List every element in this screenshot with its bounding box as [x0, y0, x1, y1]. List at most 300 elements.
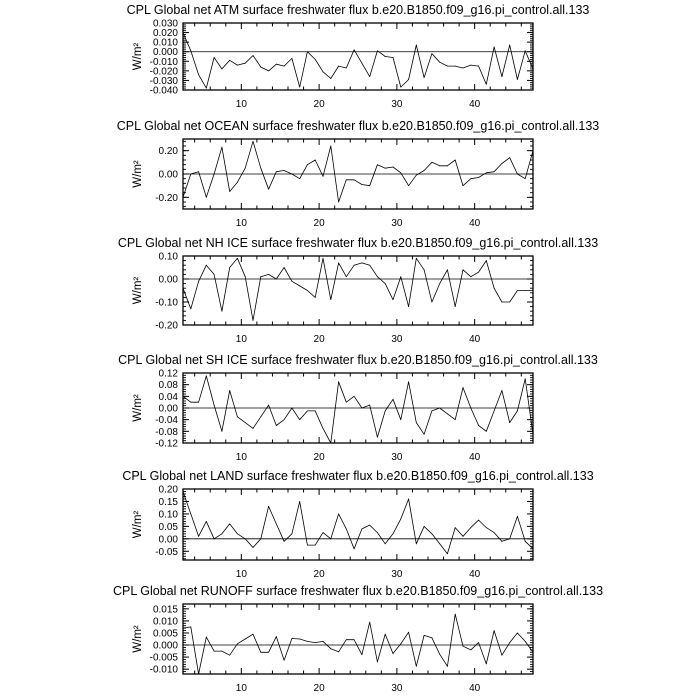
y-tick-label: 0.08	[158, 380, 178, 392]
data-point	[346, 639, 347, 640]
data-point	[198, 171, 199, 172]
chart-title: CPL Global net NH ICE surface freshwater flux b.e20.B1850.f09_g16.pi_control.all.133	[117, 236, 599, 250]
data-point	[237, 643, 238, 644]
data-point	[206, 197, 207, 198]
data-point	[369, 405, 370, 406]
y-tick-label: 0.005	[152, 628, 178, 640]
data-point	[486, 527, 487, 528]
data-point	[377, 662, 378, 663]
data-point	[439, 165, 440, 166]
data-point	[260, 652, 261, 653]
data-point	[369, 622, 370, 623]
data-point	[486, 663, 487, 664]
data-point	[525, 641, 526, 642]
y-axis-label: W/m²	[132, 394, 144, 422]
data-point	[408, 185, 409, 186]
data-point	[253, 547, 254, 548]
data-point	[455, 160, 456, 161]
data-point	[354, 179, 355, 180]
data-point	[416, 45, 417, 46]
data-point	[284, 66, 285, 67]
y-tick-label: 0.030	[152, 18, 178, 30]
data-point	[361, 263, 362, 264]
data-point	[183, 197, 184, 198]
data-point	[346, 68, 347, 69]
data-point	[486, 431, 487, 432]
data-point	[245, 538, 246, 539]
data-point	[229, 655, 230, 656]
data-point	[501, 655, 502, 656]
y-tick-label: 0.20	[158, 484, 178, 496]
data-point	[291, 174, 292, 175]
data-point	[416, 258, 417, 259]
x-tick-label: 20	[313, 334, 325, 345]
data-point	[377, 276, 378, 277]
panel-6	[113, 584, 603, 694]
data-point	[338, 202, 339, 203]
y-tick-label: 0.00	[158, 403, 178, 415]
data-point	[330, 146, 331, 147]
data-point	[400, 518, 401, 519]
data-point	[338, 263, 339, 264]
data-point	[206, 521, 207, 522]
y-tick-label: 0.15	[158, 496, 178, 508]
data-point	[393, 533, 394, 534]
data-point	[361, 408, 362, 409]
data-point	[463, 185, 464, 186]
data-point	[494, 47, 495, 48]
data-point	[291, 408, 292, 409]
y-tick-label: 0.010	[152, 616, 178, 628]
data-point	[284, 267, 285, 268]
data-point	[237, 533, 238, 534]
data-point	[299, 87, 300, 88]
data-point	[501, 390, 502, 391]
data-point	[416, 666, 417, 667]
data-point	[284, 170, 285, 171]
x-tick-label: 30	[391, 683, 403, 694]
data-point	[245, 422, 246, 423]
data-point	[369, 76, 370, 77]
data-point	[260, 276, 261, 277]
data-point	[424, 269, 425, 270]
data-point	[214, 651, 215, 652]
data-point	[447, 66, 448, 67]
data-point	[307, 290, 308, 291]
data-point	[439, 654, 440, 655]
data-point	[260, 538, 261, 539]
chart-title: CPL Global net OCEAN surface freshwater flux b.e20.B1850.f09_g16.pi_control.all.133	[116, 119, 600, 133]
data-point	[214, 274, 215, 275]
data-point	[268, 652, 269, 653]
data-point	[315, 160, 316, 161]
data-point	[408, 306, 409, 307]
y-tick-label: -0.08	[155, 426, 178, 438]
data-point	[431, 533, 432, 534]
y-tick-label: -0.20	[155, 320, 178, 332]
data-point	[431, 162, 432, 163]
data-point	[478, 272, 479, 273]
data-point	[478, 66, 479, 67]
data-point	[245, 63, 246, 64]
y-tick-label: 0.00	[158, 274, 178, 286]
data-point	[424, 77, 425, 78]
data-point	[424, 170, 425, 171]
data-point	[291, 58, 292, 59]
data-point	[190, 402, 191, 403]
x-tick-label: 10	[235, 452, 247, 463]
x-tick-label: 30	[391, 452, 403, 463]
data-point	[330, 299, 331, 300]
data-point	[517, 516, 518, 517]
data-series-line	[183, 376, 533, 443]
data-point	[221, 533, 222, 534]
x-tick-label: 20	[313, 569, 325, 580]
data-point	[533, 150, 534, 151]
data-point	[431, 411, 432, 412]
data-point	[330, 443, 331, 444]
data-point	[517, 79, 518, 80]
data-point	[245, 168, 246, 169]
data-point	[338, 514, 339, 515]
data-point	[494, 532, 495, 533]
y-tick-label: 0.20	[158, 146, 178, 158]
data-point	[377, 532, 378, 533]
data-point	[369, 265, 370, 266]
data-point	[253, 320, 254, 321]
data-point	[198, 281, 199, 282]
data-point	[354, 639, 355, 640]
data-point	[385, 283, 386, 284]
data-series-line	[183, 258, 533, 320]
x-tick-label: 10	[235, 683, 247, 694]
data-point	[455, 614, 456, 615]
data-point	[229, 523, 230, 524]
data-point	[463, 387, 464, 388]
data-point	[183, 288, 184, 289]
data-point	[346, 276, 347, 277]
data-point	[377, 50, 378, 51]
x-tick-label: 20	[313, 218, 325, 229]
data-point	[206, 88, 207, 89]
data-point	[354, 49, 355, 50]
y-tick-label: -0.05	[155, 546, 178, 558]
data-point	[237, 416, 238, 417]
data-point	[221, 311, 222, 312]
data-point	[221, 147, 222, 148]
data-point	[307, 51, 308, 52]
data-point	[268, 70, 269, 71]
plot-frame	[183, 256, 533, 325]
data-point	[229, 191, 230, 192]
data-point	[393, 653, 394, 654]
data-point	[330, 648, 331, 649]
data-point	[307, 545, 308, 546]
y-tick-label: -0.12	[155, 438, 178, 450]
y-tick-label: 0.10	[158, 251, 178, 263]
data-point	[284, 660, 285, 661]
data-point	[253, 428, 254, 429]
data-point	[183, 491, 184, 492]
y-tick-label: 0.04	[158, 391, 178, 403]
data-point	[198, 74, 199, 75]
data-point	[206, 265, 207, 266]
data-point	[315, 642, 316, 643]
data-point	[245, 639, 246, 640]
data-point	[206, 376, 207, 377]
data-point	[268, 189, 269, 190]
data-point	[323, 641, 324, 642]
x-tick-label: 40	[469, 452, 481, 463]
data-point	[408, 79, 409, 80]
data-point	[315, 545, 316, 546]
data-point	[206, 637, 207, 638]
data-point	[517, 174, 518, 175]
data-point	[268, 405, 269, 406]
data-point	[494, 288, 495, 289]
data-series-line	[183, 614, 533, 674]
x-tick-label: 30	[391, 99, 403, 110]
data-point	[315, 411, 316, 412]
data-point	[237, 258, 238, 259]
y-tick-label: 0.020	[152, 28, 178, 40]
data-point	[501, 76, 502, 77]
data-point	[361, 63, 362, 64]
data-point	[307, 641, 308, 642]
data-point	[439, 543, 440, 544]
data-point	[478, 520, 479, 521]
data-point	[214, 57, 215, 58]
data-point	[268, 506, 269, 507]
y-tick-label: 0.00	[158, 534, 178, 546]
data-point	[501, 302, 502, 303]
data-point	[190, 50, 191, 51]
data-point	[276, 636, 277, 637]
data-point	[260, 416, 261, 417]
data-point	[424, 434, 425, 435]
data-point	[400, 643, 401, 644]
data-point	[276, 523, 277, 524]
data-point	[330, 538, 331, 539]
data-point	[416, 422, 417, 423]
x-tick-label: 40	[469, 99, 481, 110]
x-tick-label: 10	[235, 334, 247, 345]
y-axis-label: W/m²	[132, 160, 144, 188]
data-point	[486, 260, 487, 261]
x-tick-label: 30	[391, 218, 403, 229]
x-tick-label: 40	[469, 334, 481, 345]
data-point	[221, 431, 222, 432]
data-point	[221, 69, 222, 70]
data-point	[408, 632, 409, 633]
data-point	[447, 269, 448, 270]
data-point	[354, 396, 355, 397]
data-point	[517, 633, 518, 634]
data-point	[533, 69, 534, 70]
data-point	[393, 399, 394, 400]
data-point	[470, 649, 471, 650]
y-tick-label: -0.030	[149, 75, 178, 87]
data-point	[533, 290, 534, 291]
data-point	[470, 178, 471, 179]
x-tick-label: 40	[469, 218, 481, 229]
data-point	[369, 185, 370, 186]
data-point	[533, 652, 534, 653]
data-point	[393, 299, 394, 300]
data-point	[229, 267, 230, 268]
data-point	[533, 434, 534, 435]
plot-frame	[183, 604, 533, 674]
data-point	[315, 59, 316, 60]
data-point	[470, 276, 471, 277]
data-point	[361, 184, 362, 185]
data-point	[463, 269, 464, 270]
y-axis-label: W/m²	[132, 42, 144, 71]
data-point	[377, 164, 378, 165]
data-point	[400, 276, 401, 277]
data-point	[291, 533, 292, 534]
x-tick-label: 30	[391, 334, 403, 345]
x-tick-label: 20	[313, 99, 325, 110]
data-point	[501, 541, 502, 542]
data-point	[253, 634, 254, 635]
data-point	[416, 543, 417, 544]
y-tick-label: -0.04	[155, 415, 178, 427]
data-point	[299, 286, 300, 287]
data-point	[455, 306, 456, 307]
data-series-line	[183, 141, 533, 202]
data-point	[439, 62, 440, 63]
data-point	[323, 71, 324, 72]
data-series-line	[183, 33, 533, 89]
data-point	[330, 78, 331, 79]
data-point	[478, 425, 479, 426]
data-point	[525, 178, 526, 179]
data-point	[455, 527, 456, 528]
data-point	[486, 84, 487, 85]
data-point	[393, 167, 394, 168]
data-point	[509, 157, 510, 158]
data-point	[470, 408, 471, 409]
data-point	[276, 279, 277, 280]
data-point	[323, 258, 324, 259]
data-point	[455, 66, 456, 67]
data-point	[221, 651, 222, 652]
data-point	[361, 654, 362, 655]
y-tick-label: 0.10	[158, 509, 178, 521]
panel-4	[118, 353, 598, 463]
data-point	[354, 265, 355, 266]
data-point	[198, 674, 199, 675]
data-point	[214, 538, 215, 539]
data-point	[190, 174, 191, 175]
data-point	[307, 411, 308, 412]
y-tick-label: 0.000	[152, 47, 178, 59]
data-point	[439, 283, 440, 284]
data-point	[245, 276, 246, 277]
data-point	[424, 635, 425, 636]
panel-3	[118, 236, 598, 345]
data-point	[408, 499, 409, 500]
data-point	[501, 163, 502, 164]
data-point	[237, 182, 238, 183]
y-axis-label: W/m²	[132, 510, 144, 539]
data-point	[447, 553, 448, 554]
data-point	[533, 548, 534, 549]
data-point	[447, 413, 448, 414]
x-tick-label: 20	[313, 683, 325, 694]
data-point	[478, 642, 479, 643]
data-point	[299, 419, 300, 420]
data-point	[385, 56, 386, 57]
data-point	[478, 177, 479, 178]
data-point	[190, 627, 191, 628]
data-point	[463, 646, 464, 647]
y-tick-label: -0.010	[149, 664, 178, 676]
data-point	[307, 164, 308, 165]
data-point	[431, 637, 432, 638]
data-point	[338, 66, 339, 67]
data-point	[323, 176, 324, 177]
data-point	[385, 634, 386, 635]
data-point	[385, 411, 386, 412]
data-point	[291, 638, 292, 639]
plot-frame	[183, 489, 533, 560]
data-point	[299, 178, 300, 179]
data-point	[385, 543, 386, 544]
y-axis-label: W/m²	[132, 625, 144, 653]
panel-2	[117, 119, 600, 229]
data-point	[431, 53, 432, 54]
data-point	[400, 87, 401, 88]
data-point	[424, 526, 425, 527]
data-point	[447, 165, 448, 166]
x-tick-label: 10	[235, 218, 247, 229]
data-point	[525, 378, 526, 379]
panel-1	[127, 3, 590, 110]
data-point	[198, 536, 199, 537]
data-point	[354, 548, 355, 549]
data-point	[509, 422, 510, 423]
x-tick-label: 20	[313, 452, 325, 463]
data-point	[315, 297, 316, 298]
data-point	[229, 60, 230, 61]
y-tick-label: -0.020	[149, 66, 178, 78]
data-point	[517, 290, 518, 291]
data-point	[400, 419, 401, 420]
data-point	[183, 396, 184, 397]
data-point	[198, 402, 199, 403]
data-point	[299, 639, 300, 640]
data-point	[385, 168, 386, 169]
data-point	[509, 45, 510, 46]
data-point	[183, 32, 184, 33]
y-tick-label: 0.015	[152, 604, 178, 616]
data-point	[284, 541, 285, 542]
data-point	[260, 168, 261, 169]
y-tick-label: 0.12	[158, 368, 178, 380]
data-point	[260, 67, 261, 68]
data-point	[431, 302, 432, 303]
x-tick-label: 10	[235, 569, 247, 580]
data-point	[268, 274, 269, 275]
y-tick-label: -0.10	[155, 297, 178, 309]
data-point	[509, 302, 510, 303]
data-point	[416, 175, 417, 176]
data-point	[361, 528, 362, 529]
data-point	[338, 651, 339, 652]
y-tick-label: -0.005	[149, 652, 178, 664]
